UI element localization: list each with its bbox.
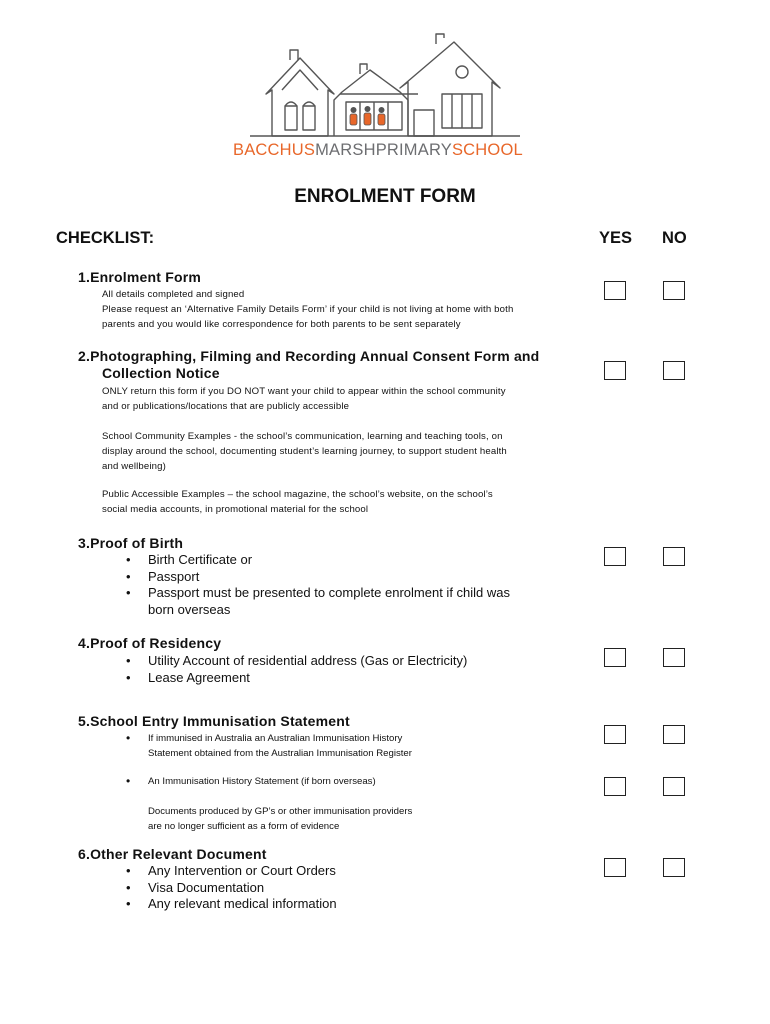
section-1-no-checkbox[interactable] — [663, 281, 685, 300]
section-2-title — [78, 348, 539, 381]
list-item-text: Any Intervention or Court Orders — [148, 863, 336, 878]
list-item — [126, 774, 376, 789]
section-2-line: display around the school, documenting student’s learning journey, to support student health — [102, 446, 507, 457]
section-2-line: Public Accessible Examples – the school magazine, the school’s website, on the school’s — [102, 489, 493, 500]
bullet-icon: • — [126, 669, 131, 685]
section-5-bullet-1 — [126, 731, 412, 761]
list-item — [126, 653, 468, 670]
section-2-title-line: 2.Photographing, Filming and Recording Annual Consent Form and — [78, 348, 540, 364]
section-2-line: social media accounts, in promotional material for the school — [102, 504, 369, 515]
section-3-bullets — [126, 552, 511, 618]
note-line: are no longer sufficient as a form of evidence — [148, 821, 340, 832]
list-item — [126, 568, 510, 586]
section-1-line: All details completed and signed — [102, 289, 245, 300]
list-item — [126, 863, 337, 880]
list-item-text: If immunised in Australia an Australian Immunisation History — [148, 733, 403, 744]
section-5b-yes-checkbox[interactable] — [604, 777, 626, 796]
bullet-icon: • — [126, 731, 131, 745]
list-item — [126, 585, 511, 618]
section-1-yes-checkbox[interactable] — [604, 281, 626, 300]
section-3-title: 3.Proof of Birth — [78, 535, 184, 551]
section-6-bullets — [126, 863, 337, 913]
section-5b-no-checkbox[interactable] — [663, 777, 685, 796]
list-item-text: Visa Documentation — [148, 879, 265, 895]
bullet-icon: • — [126, 774, 131, 788]
section-2-line: School Community Examples - the school’s communication, learning and teaching tools, on — [102, 431, 503, 442]
section-2-line: and or publications/locations that are publicly accessible — [102, 401, 350, 412]
list-item-text: Any relevant medical information — [148, 896, 337, 911]
section-1-title: 1.Enrolment Form — [78, 269, 201, 285]
section-1-description — [102, 287, 513, 332]
bullet-icon: • — [126, 552, 131, 567]
bullet-icon: • — [126, 863, 131, 878]
list-item — [126, 879, 337, 897]
bullet-icon: • — [126, 879, 131, 895]
page-title: ENROLMENT FORM — [294, 186, 476, 207]
section-6-no-checkbox[interactable] — [663, 858, 685, 877]
section-5-bullet-2 — [126, 774, 376, 789]
section-2-line: and wellbeing) — [102, 461, 166, 472]
section-4-bullets — [126, 653, 468, 686]
section-2-public-examples — [102, 487, 493, 517]
section-5a-no-checkbox[interactable] — [663, 725, 685, 744]
list-item-text: Passport — [148, 568, 200, 584]
bullet-icon: • — [126, 568, 131, 584]
list-item — [126, 896, 337, 913]
school-logo — [230, 30, 540, 165]
section-3-no-checkbox[interactable] — [663, 547, 685, 566]
section-1-line: parents and you would like correspondence for both parents to be sent separately — [102, 319, 461, 330]
section-4-yes-checkbox[interactable] — [604, 648, 626, 667]
yes-column-heading: YES — [599, 229, 633, 247]
list-item — [126, 731, 412, 761]
note-line: Documents produced by GP’s or other immunisation providers — [148, 806, 413, 817]
section-2-description — [102, 384, 506, 414]
section-5-note — [148, 804, 412, 834]
list-item-text: An Immunisation History Statement (if born overseas) — [148, 776, 376, 787]
section-6-yes-checkbox[interactable] — [604, 858, 626, 877]
section-5a-yes-checkbox[interactable] — [604, 725, 626, 744]
list-item — [126, 669, 467, 687]
list-item-text: Utility Account of residential address (Gas or Electricity) — [148, 653, 468, 668]
section-2-no-checkbox[interactable] — [663, 361, 685, 380]
section-4-title: 4.Proof of Residency — [78, 635, 222, 651]
section-3-yes-checkbox[interactable] — [604, 547, 626, 566]
section-6-title: 6.Other Relevant Document — [78, 846, 267, 862]
bullet-icon: • — [126, 585, 131, 600]
section-4-no-checkbox[interactable] — [663, 648, 685, 667]
bullet-icon: • — [126, 653, 131, 668]
list-item-text: Passport must be presented to complete enrolment if child was — [148, 585, 511, 600]
section-2-title-line: Collection Notice — [102, 365, 220, 381]
bullet-icon: • — [126, 896, 131, 911]
section-2-community-examples — [102, 429, 507, 474]
section-2-line: ONLY return this form if you DO NOT want your child to appear within the school community — [102, 386, 506, 397]
no-column-heading: NO — [662, 229, 687, 247]
school-building-illustration — [230, 30, 540, 142]
school-name-wordmark: BACCHUSMARSHPRIMARYSCHOOL — [233, 141, 523, 159]
list-item-text: Lease Agreement — [148, 669, 250, 685]
checklist-heading: CHECKLIST: — [56, 229, 155, 247]
section-1-line: Please request an ‘Alternative Family Details Form’ if your child is not living at home with both — [102, 304, 514, 315]
section-5-title: 5.School Entry Immunisation Statement — [78, 713, 350, 729]
list-item-text: Birth Certificate or — [148, 552, 253, 567]
list-item-text: Statement obtained from the Australian Immunisation Register — [148, 748, 412, 759]
list-item-text: born overseas — [148, 601, 231, 617]
list-item — [126, 552, 510, 569]
section-2-yes-checkbox[interactable] — [604, 361, 626, 380]
